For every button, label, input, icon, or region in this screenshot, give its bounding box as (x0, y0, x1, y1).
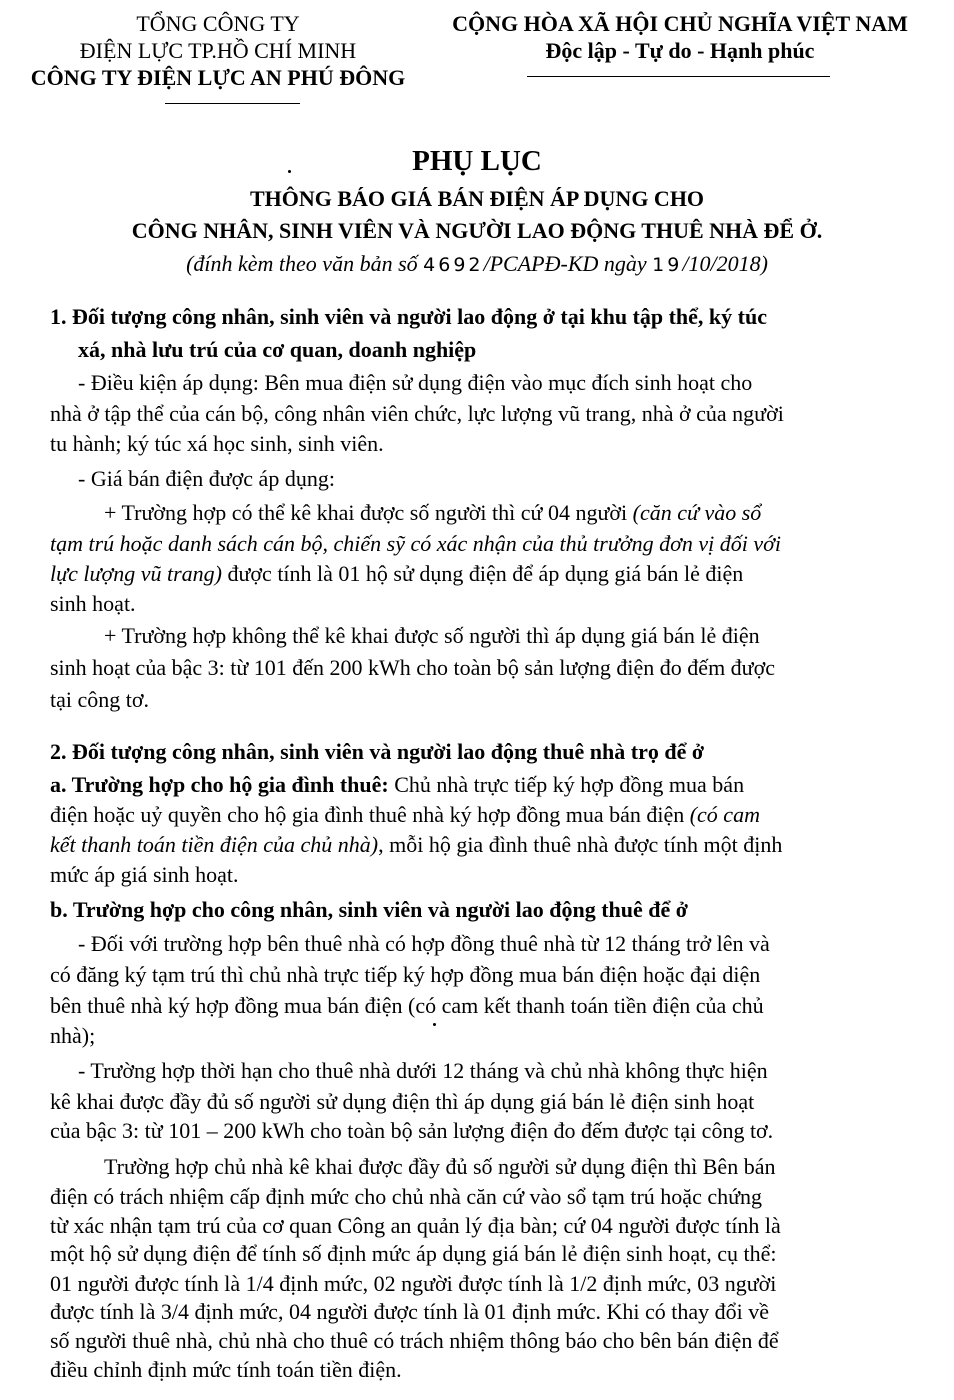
national-header (430, 10, 930, 64)
section2b-item2-line3: của bậc 3: từ 101 – 200 kWh cho toàn bộ sản lượng điện đo đếm được tại công tơ. (50, 1118, 774, 1143)
section2-paragraph-line7: số người thuê nhà, chủ nhà cho thuê có trách nhiệm thông báo cho bên bán điện để (50, 1328, 779, 1353)
section2-paragraph-line8: điều chỉnh định mức tính toán tiền điện. (50, 1357, 402, 1382)
reference-day-handwritten: 19 (652, 254, 683, 276)
section1-condition-line3: tu hành; ký túc xá học sinh, sinh viên. (50, 431, 384, 456)
reference-number-handwritten: 4692 (423, 254, 484, 276)
motto-underline (527, 76, 830, 77)
section2b-item1-line4: nhà); (50, 1023, 96, 1048)
nation-motto: Độc lập - Tự do - Hạnh phúc (545, 38, 815, 63)
section2-paragraph-line5: 01 người được tính là 1/4 định mức, 02 người được tính là 1/2 định mức, 03 người (50, 1271, 777, 1296)
section2b-item2-line2: kê khai được đầy đủ số người sử dụng điện thì áp dụng giá bán lẻ điện sinh hoạt (50, 1089, 755, 1114)
section1-condition-line1: - Điều kiện áp dụng: Bên mua điện sử dụng điện vào mục đích sinh hoạt cho (78, 370, 753, 395)
document-subtitle-1: THÔNG BÁO GIÁ BÁN ĐIỆN ÁP DỤNG CHO (249, 186, 705, 211)
section2a-line4: mức áp giá sinh hoạt. (50, 862, 239, 887)
case1-italic: (căn cứ vào sổ (632, 500, 762, 525)
section2b-item2-line1: - Trường hợp thời hạn cho thuê nhà dưới 12 tháng và chủ nhà không thực hiện (78, 1058, 768, 1083)
organization-header (18, 10, 418, 91)
section1-case2-line1: + Trường hợp không thể kê khai được số người thì áp dụng giá bán lẻ điện (104, 623, 760, 648)
document-reference (0, 251, 954, 277)
section2a-line3 (50, 831, 910, 859)
document-subtitle-2: CÔNG NHÂN, SINH VIÊN VÀ NGƯỜI LAO ĐỘNG THUÊ NHÀ ĐỂ Ở. (131, 218, 823, 243)
org-line-2: ĐIỆN LỰC TP.HỒ CHÍ MINH (79, 38, 357, 63)
scan-speck (433, 1023, 436, 1026)
section1-heading-line1: 1. Đối tượng công nhân, sinh viên và người lao động ở tại khu tập thể, ký túc (50, 304, 767, 329)
section1-case2-line2: sinh hoạt của bậc 3: từ 101 đến 200 kWh cho toàn bộ sản lượng điện đo đếm được (50, 655, 776, 680)
section2b-item1-line3: bên thuê nhà ký hợp đồng mua bán điện (có cam kết thanh toán tiền điện của chủ (50, 993, 764, 1018)
org-line-3: CÔNG TY ĐIỆN LỰC AN PHÚ ĐÔNG (30, 65, 406, 90)
scan-speck (288, 170, 291, 173)
org-underline (165, 103, 300, 104)
section2a-label: a. Trường hợp cho hộ gia đình thuê: (50, 772, 389, 797)
case1-text-end: được tính là 01 hộ sử dụng điện để áp dụng giá bán lẻ điện (222, 561, 744, 586)
case1-text: + Trường hợp có thể kê khai được số người thì cứ 04 người (104, 500, 633, 525)
section2a-line1 (50, 771, 910, 799)
document-title: PHỤ LỤC (412, 145, 542, 177)
nation-line-1: CỘNG HÒA XÃ HỘI CHỦ NGHĨA VIỆT NAM (452, 11, 908, 36)
section1-condition-line2: nhà ở tập thể của cán bộ, công nhân viên chức, lực lượng vũ trang, nhà ở của người (50, 401, 784, 426)
case1-italic-end: lực lượng vũ trang) (50, 561, 222, 586)
section2a-line2 (50, 801, 910, 829)
section2-heading: 2. Đối tượng công nhân, sinh viên và người lao động thuê nhà trọ để ở (50, 739, 705, 764)
section1-case1-line2: tạm trú hoặc danh sách cán bộ, chiến sỹ có xác nhận của thủ trưởng đơn vị đối với (50, 531, 781, 556)
section2-paragraph-line3: từ xác nhận tạm trú của cơ quan Công an quản lý địa bàn; cứ 04 người được tính là (50, 1213, 781, 1238)
section2a-text-2: điện hoặc uỷ quyền cho hộ gia đình thuê nhà ký hợp đồng mua bán điện (50, 802, 690, 827)
org-line-1: TỔNG CÔNG TY (136, 11, 300, 36)
section2a-italic: (có cam (689, 802, 760, 827)
reference-suffix: /10/2018) (682, 251, 768, 276)
section1-price-label: - Giá bán điện được áp dụng: (78, 466, 335, 491)
section2b-item1-line2: có đăng ký tạm trú thì chủ nhà trực tiếp ký hợp đồng mua bán điện hoặc đại diện (50, 962, 761, 987)
section1-heading-line2: xá, nhà lưu trú của cơ quan, doanh nghiệp (78, 337, 477, 362)
section2-paragraph-line4: một hộ sử dụng điện để tính số định mức áp dụng giá bán lẻ điện sinh hoạt, cụ thể: (50, 1241, 777, 1266)
section1-case1-line1 (104, 499, 954, 527)
section2-paragraph-line6: được tính là 3/4 định mức, 04 người được tính là 01 định mức. Khi có thay đổi về (50, 1299, 769, 1324)
section2b-heading: b. Trường hợp cho công nhân, sinh viên và người lao động thuê để ở (50, 897, 688, 922)
section2-paragraph-line2: điện có trách nhiệm cấp định mức cho chủ nhà căn cứ vào sổ tạm trú hoặc chứng (50, 1184, 763, 1209)
section2-paragraph-line1: Trường hợp chủ nhà kê khai được đầy đủ số người sử dụng điện thì Bên bán (104, 1154, 776, 1179)
reference-middle: /PCAPĐ-KD ngày (483, 251, 653, 276)
section2b-item1-line1: - Đối với trường hợp bên thuê nhà có hợp đồng thuê nhà từ 12 tháng trở lên và (78, 931, 770, 956)
section1-case1-line3 (50, 560, 910, 588)
section1-case1-line4: sinh hoạt. (50, 591, 136, 616)
section2a-italic-end: kết thanh toán tiền điện của chủ nhà) (50, 832, 379, 857)
section2a-text: Chủ nhà trực tiếp ký hợp đồng mua bán (388, 772, 745, 797)
section1-case2-line3: tại công tơ. (50, 687, 149, 712)
section2a-text-3: , mỗi hộ gia đình thuê nhà được tính một định (378, 832, 783, 857)
reference-prefix: (đính kèm theo văn bản số (186, 251, 424, 276)
